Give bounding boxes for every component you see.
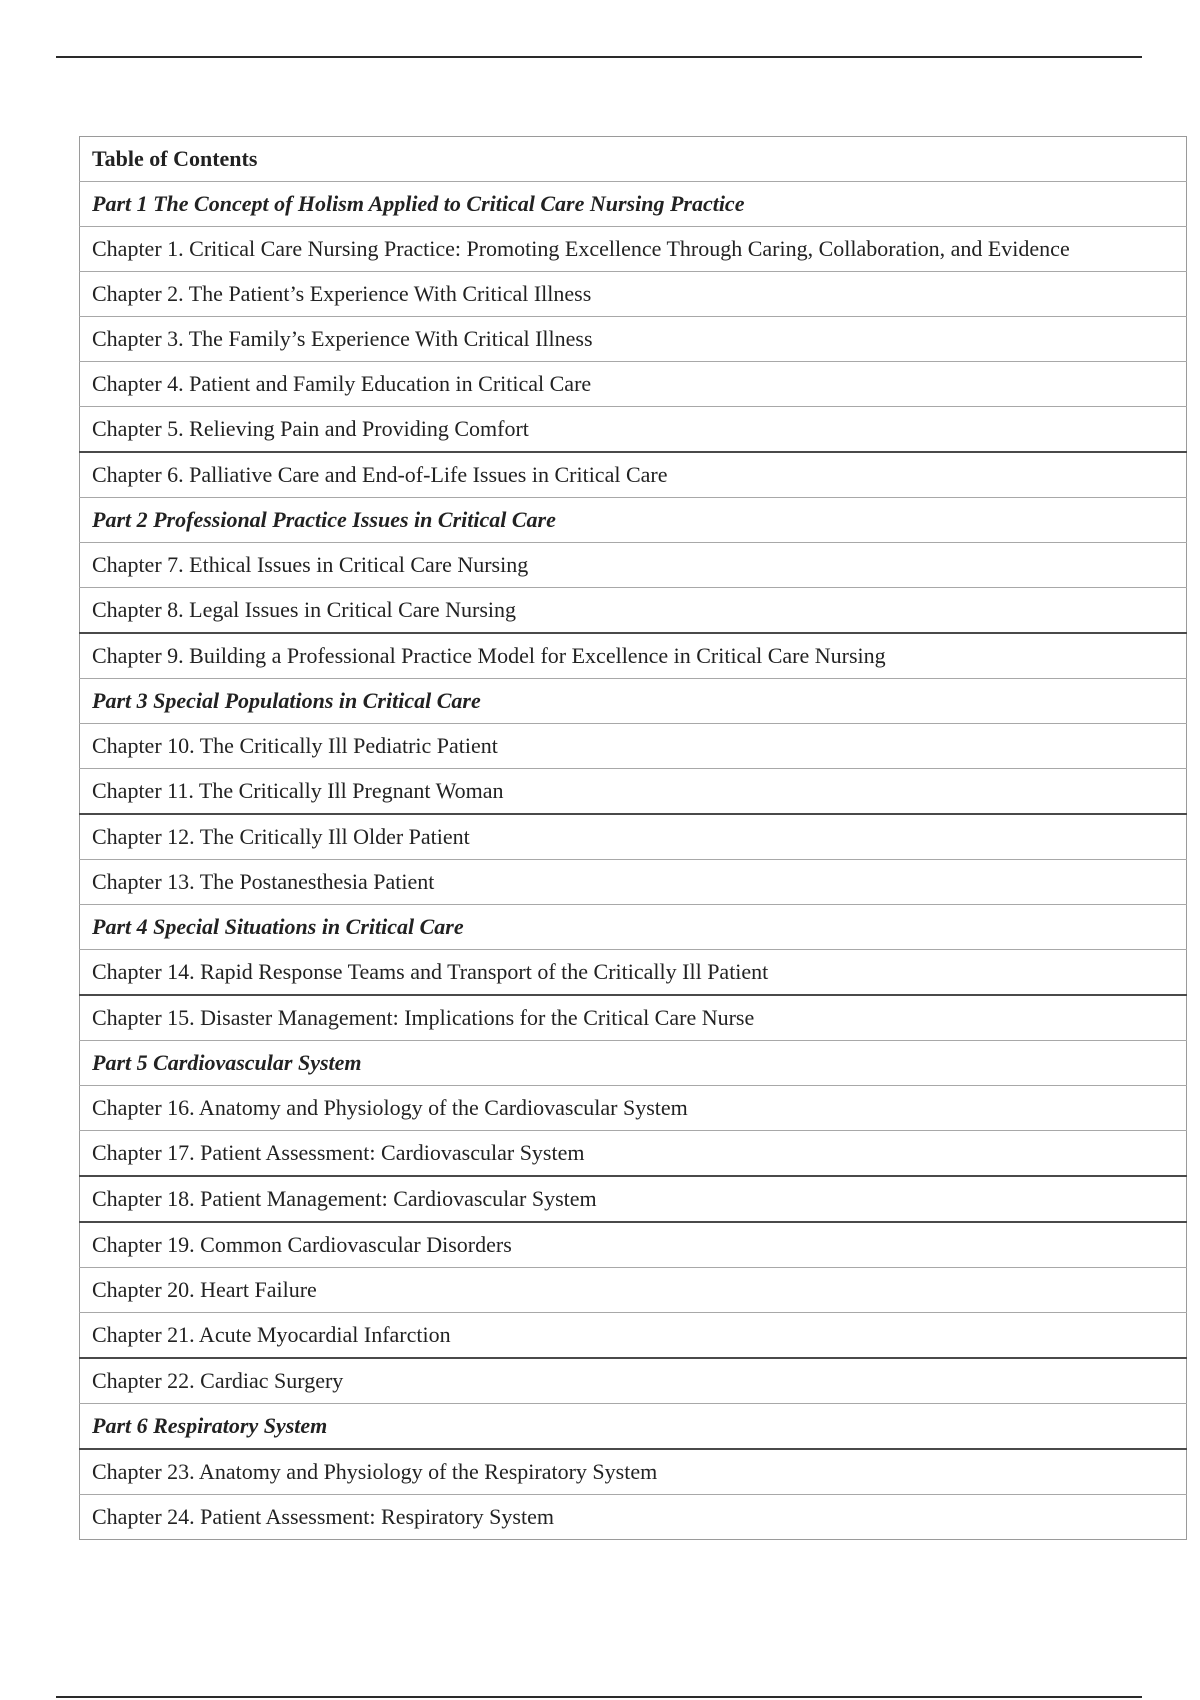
chapter-row bbox=[80, 633, 1187, 679]
chapter-row bbox=[80, 860, 1187, 905]
toc-body bbox=[80, 137, 1187, 1540]
part-heading: Part 5 Cardiovascular System bbox=[80, 1041, 1187, 1086]
chapter-title: Chapter 18. Patient Management: Cardiovascular System bbox=[80, 1176, 1187, 1222]
part-heading: Part 1 The Concept of Holism Applied to Critical Care Nursing Practice bbox=[80, 182, 1187, 227]
chapter-title: Chapter 19. Common Cardiovascular Disorders bbox=[80, 1222, 1187, 1268]
chapter-title: Chapter 17. Patient Assessment: Cardiovascular System bbox=[80, 1131, 1187, 1177]
chapter-row bbox=[80, 317, 1187, 362]
part-row bbox=[80, 182, 1187, 227]
footer-rule bbox=[56, 1696, 1142, 1698]
chapter-row bbox=[80, 407, 1187, 453]
part-row bbox=[80, 498, 1187, 543]
chapter-title: Chapter 23. Anatomy and Physiology of the Respiratory System bbox=[80, 1449, 1187, 1495]
part-heading: Part 3 Special Populations in Critical Care bbox=[80, 679, 1187, 724]
chapter-title: Chapter 10. The Critically Ill Pediatric Patient bbox=[80, 724, 1187, 769]
part-heading: Part 6 Respiratory System bbox=[80, 1404, 1187, 1450]
chapter-title: Chapter 8. Legal Issues in Critical Care Nursing bbox=[80, 588, 1187, 634]
chapter-title: Chapter 15. Disaster Management: Implications for the Critical Care Nurse bbox=[80, 995, 1187, 1041]
part-row bbox=[80, 1404, 1187, 1450]
chapter-row bbox=[80, 1358, 1187, 1404]
chapter-title: Chapter 4. Patient and Family Education in Critical Care bbox=[80, 362, 1187, 407]
toc-title-row bbox=[80, 137, 1187, 182]
chapter-title: Chapter 14. Rapid Response Teams and Transport of the Critically Ill Patient bbox=[80, 950, 1187, 996]
chapter-title: Chapter 7. Ethical Issues in Critical Care Nursing bbox=[80, 543, 1187, 588]
chapter-row bbox=[80, 1449, 1187, 1495]
chapter-row bbox=[80, 362, 1187, 407]
chapter-title: Chapter 22. Cardiac Surgery bbox=[80, 1358, 1187, 1404]
chapter-title: Chapter 12. The Critically Ill Older Patient bbox=[80, 814, 1187, 860]
chapter-title: Chapter 6. Palliative Care and End-of-Life Issues in Critical Care bbox=[80, 452, 1187, 498]
part-row bbox=[80, 679, 1187, 724]
chapter-title: Chapter 21. Acute Myocardial Infarction bbox=[80, 1313, 1187, 1359]
part-heading: Part 2 Professional Practice Issues in Critical Care bbox=[80, 498, 1187, 543]
table-of-contents bbox=[79, 136, 1187, 1540]
chapter-row bbox=[80, 1131, 1187, 1177]
chapter-row bbox=[80, 1313, 1187, 1359]
chapter-title: Chapter 24. Patient Assessment: Respiratory System bbox=[80, 1495, 1187, 1540]
chapter-row bbox=[80, 227, 1187, 272]
chapter-row bbox=[80, 950, 1187, 996]
chapter-title: Chapter 2. The Patient’s Experience With Critical Illness bbox=[80, 272, 1187, 317]
header-rule bbox=[56, 56, 1142, 58]
chapter-title: Chapter 1. Critical Care Nursing Practice: Promoting Excellence Through Caring, Collaboration, and Evidence bbox=[80, 227, 1187, 272]
toc-title: Table of Contents bbox=[92, 146, 258, 171]
chapter-title: Chapter 16. Anatomy and Physiology of the Cardiovascular System bbox=[80, 1086, 1187, 1131]
chapter-row bbox=[80, 452, 1187, 498]
chapter-row bbox=[80, 769, 1187, 815]
chapter-row bbox=[80, 1268, 1187, 1313]
chapter-row bbox=[80, 272, 1187, 317]
chapter-row bbox=[80, 588, 1187, 634]
part-row bbox=[80, 1041, 1187, 1086]
chapter-row bbox=[80, 543, 1187, 588]
chapter-row bbox=[80, 814, 1187, 860]
chapter-row bbox=[80, 995, 1187, 1041]
part-row bbox=[80, 905, 1187, 950]
chapter-title: Chapter 9. Building a Professional Practice Model for Excellence in Critical Care Nursing bbox=[80, 633, 1187, 679]
chapter-title: Chapter 3. The Family’s Experience With Critical Illness bbox=[80, 317, 1187, 362]
chapter-row bbox=[80, 1495, 1187, 1540]
part-heading: Part 4 Special Situations in Critical Care bbox=[80, 905, 1187, 950]
chapter-row bbox=[80, 1222, 1187, 1268]
chapter-title: Chapter 11. The Critically Ill Pregnant Woman bbox=[80, 769, 1187, 815]
chapter-title: Chapter 13. The Postanesthesia Patient bbox=[80, 860, 1187, 905]
chapter-row bbox=[80, 724, 1187, 769]
chapter-row bbox=[80, 1086, 1187, 1131]
chapter-row bbox=[80, 1176, 1187, 1222]
chapter-title: Chapter 20. Heart Failure bbox=[80, 1268, 1187, 1313]
chapter-title: Chapter 5. Relieving Pain and Providing Comfort bbox=[80, 407, 1187, 453]
